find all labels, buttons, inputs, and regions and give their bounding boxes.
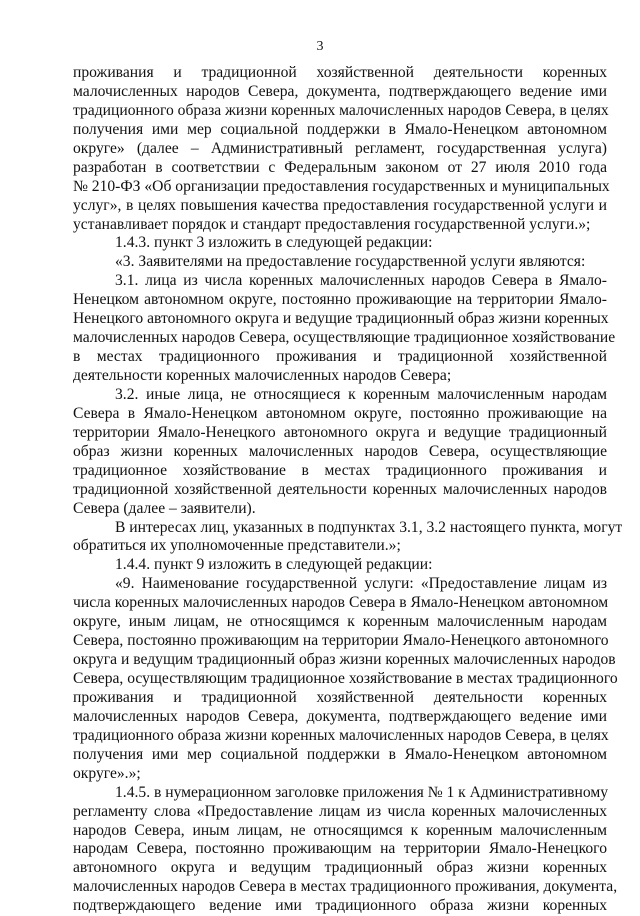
text-line: получения ими мер социальной поддержки в Ямало-Ненецком автономном: [73, 120, 607, 138]
text-line: в местах традиционного проживания и традиционной хозяйственной: [73, 348, 607, 366]
text-line: Севера, осуществляющим традиционное хозяйствование в местах традиционного: [73, 670, 618, 687]
text-line: «3. Заявителями на предоставление государственной услуги являются:: [115, 253, 586, 271]
text-line: Севера в Ямало-Ненецком автономном округе, постоянно проживающие на: [73, 404, 607, 422]
text-line: проживания и традиционной хозяйственной деятельности коренных: [73, 688, 607, 706]
text-line: проживания и традиционной хозяйственной деятельности коренных: [73, 64, 607, 81]
text-line: разработан в соответствии с Федеральным законом от 27 июля 2010 года: [73, 158, 607, 176]
text-line: территории Ямало-Ненецкого автономного округа и ведущие традиционный: [73, 423, 607, 441]
text-line: малочисленных народов Севера, осуществляющие традиционное хозяйствование: [73, 329, 616, 347]
text-line: получения ими мер социальной поддержки в Ямало-Ненецком автономном: [73, 745, 607, 763]
text-line: Севера, постоянно проживающим на территории Ямало-Ненецкого автономного: [73, 632, 609, 650]
text-line: устанавливает порядок и стандарт предоставления государственной услуги.»;: [73, 215, 591, 233]
text-line: народам Севера, постоянно проживающим на территории Ямало-Ненецкого: [73, 840, 607, 858]
document-text: [73, 64, 623, 916]
text-line: традиционного образа жизни коренных малочисленных народов Севера, в целях: [73, 726, 609, 744]
text-line: № 210-ФЗ «Об организации предоставления государственных и муниципальных: [73, 177, 610, 195]
text-line: услуг», в целях повышения качества предоставления государственной услуги и: [73, 196, 607, 214]
text-line: традиционной хозяйственной деятельности коренных малочисленных народов: [73, 480, 607, 498]
text-line: числа коренных малочисленных народов Севера в Ямало-Ненецком автономном: [73, 594, 609, 612]
text-line: малочисленных народов Севера, документа, подтверждающего ведение ими: [73, 82, 607, 100]
text-line: округа и ведущим традиционный образ жизни коренных малочисленных народов: [73, 651, 616, 669]
text-line: деятельности коренных малочисленных народов Севера;: [73, 367, 452, 384]
text-line: округе, иным лицам, не относящимся к коренным малочисленным народам: [73, 613, 607, 631]
text-line: регламенту слова «Предоставление лицам из числа коренных малочисленных: [73, 802, 607, 820]
text-line: народов Севера, иным лицам, не относящимся к коренным малочисленным: [73, 821, 607, 839]
text-line: Севера (далее – заявители).: [73, 499, 256, 517]
text-line: автономного округа и ведущим традиционный образ жизни коренных: [73, 859, 607, 877]
text-line: 1.4.3. пункт 3 изложить в следующей редакции:: [115, 234, 433, 252]
text-line: В интересах лиц, указанных в подпунктах 3.1, 3.2 настоящего пункта, могут: [115, 518, 623, 536]
text-line: «9. Наименование государственной услуги: «Предоставление лицам из: [115, 575, 607, 593]
text-line: Ненецком автономном округе, постоянно проживающие на территории Ямало-: [73, 291, 607, 309]
text-line: 3.1. лица из числа коренных малочисленных народов Севера в Ямало-: [115, 272, 607, 290]
text-line: округе» (далее – Административный регламент, государственная услуга): [73, 139, 607, 157]
text-line: 1.4.4. пункт 9 изложить в следующей редакции:: [115, 556, 433, 574]
text-line: подтверждающего ведение ими традиционного образа жизни коренных: [73, 897, 607, 915]
text-line: Ненецкого автономного округа и ведущие традиционный образ жизни коренных: [73, 310, 609, 328]
text-line: обратиться их уполномоченные представители.»;: [73, 537, 401, 555]
page-number: 3: [316, 39, 324, 54]
text-line: традиционное хозяйствование в местах традиционного проживания и: [73, 461, 607, 479]
text-line: малочисленных народов Севера, документа, подтверждающего ведение ими: [73, 707, 607, 725]
text-line: традиционного образа жизни коренных малочисленных народов Севера, в целях: [73, 101, 609, 119]
text-line: малочисленных народов Севера в местах традиционного проживания, документа,: [73, 878, 618, 896]
text-line: 3.2. иные лица, не относящиеся к коренным малочисленным народам: [115, 385, 607, 403]
text-line: округе».»;: [73, 764, 141, 782]
text-line: 1.4.5. в нумерационном заголовке приложения № 1 к Административному: [115, 783, 609, 801]
text-line: образ жизни коренных малочисленных народов Севера, осуществляющие: [73, 442, 607, 460]
